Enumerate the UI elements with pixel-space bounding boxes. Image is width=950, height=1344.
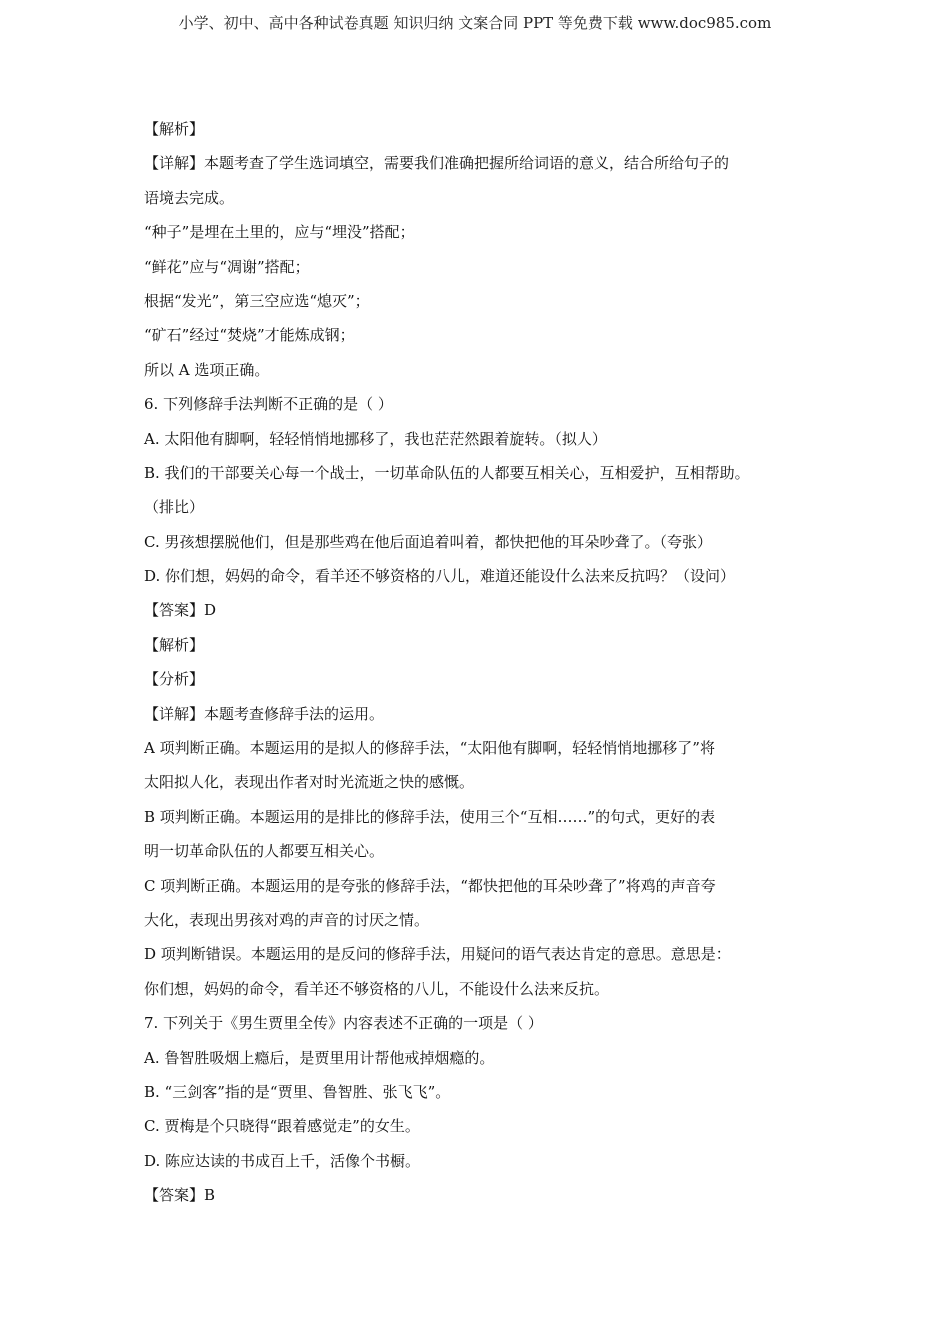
answer-label: 【答案】B	[144, 1186, 216, 1205]
explanation-a: A 项判断正确。本题运用的是拟人的修辞手法，“太阳他有脚啊，轻轻悄悄地挪移了”将	[144, 739, 715, 758]
question-7: 7. 下列关于《男生贾里全传》内容表述不正确的一项是（ ）	[144, 1014, 543, 1033]
explanation-d: D 项判断错误。本题运用的是反问的修辞手法，用疑问的语气表达肯定的意思。意思是：	[144, 945, 731, 964]
question-7-option-c: C. 贾梅是个只晓得“跟着感觉走”的女生。	[144, 1117, 420, 1136]
explanation-line: 根据“发光”，第三空应选“熄灭”；	[144, 291, 370, 310]
explanation-d-cont: 你们想，妈妈的命令，看羊还不够资格的八儿，不能设什么法来反抗。	[144, 979, 610, 998]
explanation-b-cont: 明一切革命队伍的人都要互相关心。	[144, 842, 385, 861]
question-6-option-a: A. 太阳他有脚啊，轻轻悄悄地挪移了，我也茫茫然跟着旋转。（拟人）	[144, 429, 607, 448]
explanation-line: “矿石”经过“焚烧”才能炼成钢；	[144, 326, 355, 345]
explanation-a-cont: 太阳拟人化，表现出作者对时光流逝之快的感慨。	[144, 773, 475, 792]
conclusion-line: 所以 A 选项正确。	[144, 360, 270, 379]
explanation-b: B 项判断正确。本题运用的是排比的修辞手法，使用三个“互相……”的句式，更好的表	[144, 807, 716, 826]
answer-label: 【答案】D	[144, 601, 217, 620]
detail-text-cont: 语境去完成。	[144, 188, 235, 207]
question-6-option-d: D. 你们想，妈妈的命令，看羊还不够资格的八儿，难道还能设什么法来反抗吗？（设问）	[144, 567, 736, 586]
explanation-c: C 项判断正确。本题运用的是夸张的修辞手法，“都快把他的耳朵吵聋了”将鸡的声音夸	[144, 876, 716, 895]
question-6-option-c: C. 男孩想摆脱他们，但是那些鸡在他后面追着叫着，都快把他的耳朵吵聋了。（夸张）	[144, 532, 712, 551]
explanation-c-cont: 大化，表现出男孩对鸡的声音的讨厌之情。	[144, 910, 430, 929]
question-6-option-b: B. 我们的干部要关心每一个战士，一切革命队伍的人都要互相关心，互相爱护，互相帮助。	[144, 463, 750, 482]
question-7-option-b: B. “三剑客”指的是“贾里、鲁智胜、张飞飞”。	[144, 1082, 451, 1101]
question-7-option-d: D. 陈应达读的书成百上千，活像个书橱。	[144, 1151, 421, 1170]
section-label-breakdown: 【分析】	[144, 670, 205, 689]
question-6-option-b-cont: （排比）	[144, 498, 205, 517]
explanation-line: “种子”是埋在土里的，应与“埋没”搭配；	[144, 223, 415, 242]
document-body	[144, 112, 844, 1213]
explanation-line: “鲜花”应与“凋谢”搭配；	[144, 257, 310, 276]
detail-text: 【详解】本题考查修辞手法的运用。	[144, 704, 385, 723]
section-label-analysis: 【解析】	[144, 635, 205, 654]
detail-text: 【详解】本题考查了学生选词填空，需要我们准确把握所给词语的意义，结合所给句子的	[144, 154, 730, 173]
question-7-option-a: A. 鲁智胜吸烟上瘾后，是贾里用计帮他戒掉烟瘾的。	[144, 1048, 495, 1067]
page-header: 小学、初中、高中各种试卷真题 知识归纳 文案合同 PPT 等免费下载 www.doc985.com	[178, 14, 772, 32]
question-6: 6. 下列修辞手法判断不正确的是（ ）	[144, 395, 393, 414]
section-label-analysis: 【解析】	[144, 120, 205, 138]
